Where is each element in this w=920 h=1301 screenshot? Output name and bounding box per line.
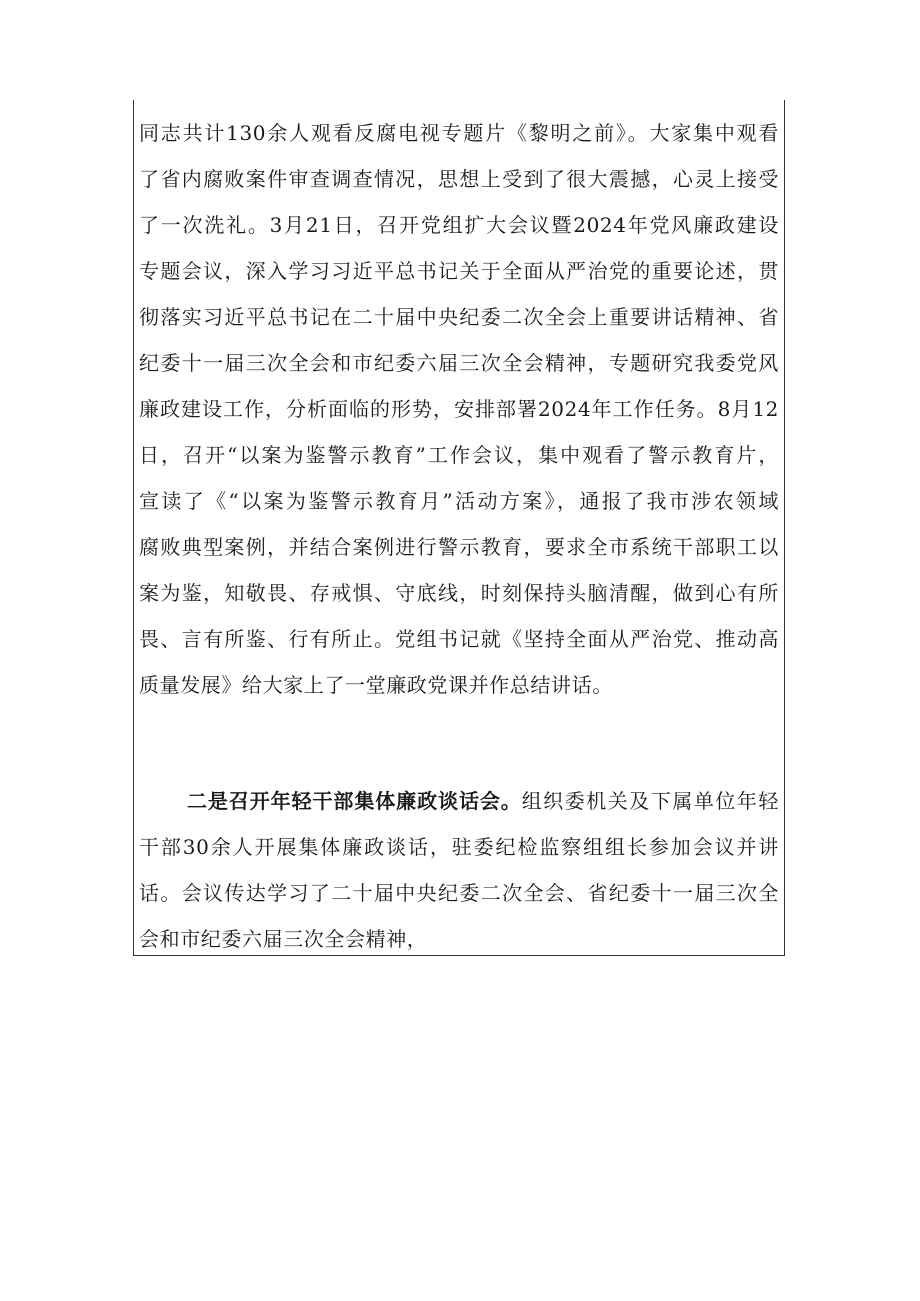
heading-continuation: 组织委机关及下属单位年轻 bbox=[521, 789, 780, 813]
text-line: 彻落实习近平总书记在二十届中央纪委二次全会上重要讲话精神、省 bbox=[139, 305, 779, 329]
text-line: 廉政建设工作，分析面临的形势，安排部署2024年工作任务。8月12 bbox=[139, 397, 779, 421]
text-line-first bbox=[139, 778, 779, 824]
paragraph-young-cadre-talk bbox=[139, 778, 779, 962]
text-line: 同志共计130余人观看反腐电视专题片《黎明之前》。大家集中观看 bbox=[139, 121, 779, 145]
text-line: 干部30余人开展集体廉政谈话，驻委纪检监察组组长参加会议并讲 bbox=[139, 835, 779, 859]
text-line: 畏、言有所鉴、行有所止。党组书记就《坚持全面从严治党、推动高 bbox=[139, 627, 779, 651]
text-line: 质量发展》给大家上了一堂廉政党课并作总结讲话。 bbox=[139, 673, 613, 697]
text-line: 会和市纪委六届三次全会精神， bbox=[139, 927, 428, 951]
text-line: 了省内腐败案件审查调查情况，思想上受到了很大震撼，心灵上接受 bbox=[139, 167, 779, 191]
text-line: 专题会议，深入学习习近平总书记关于全面从严治党的重要论述，贯 bbox=[139, 259, 779, 283]
paragraph-warning-education bbox=[139, 110, 779, 708]
text-line: 话。会议传达学习了二十届中央纪委二次全会、省纪委十一届三次全 bbox=[139, 881, 779, 905]
text-line: 腐败典型案例，并结合案例进行警示教育，要求全市系统干部职工以 bbox=[139, 535, 779, 559]
text-line: 了一次洗礼。3月21日，召开党组扩大会议暨2024年党风廉政建设 bbox=[139, 213, 779, 237]
text-line: 案为鉴，知敬畏、存戒惧、守底线，时刻保持头脑清醒，做到心有所 bbox=[139, 581, 779, 605]
text-line: 日，召开“以案为鉴警示教育”工作会议，集中观看了警示教育片， bbox=[139, 443, 779, 467]
section-heading: 二是召开年轻干部集体廉政谈话会。 bbox=[187, 789, 522, 813]
text-line: 宣读了《“以案为鉴警示教育月”活动方案》，通报了我市涉农领域 bbox=[139, 489, 779, 513]
text-line: 纪委十一届三次全会和市纪委六届三次全会精神，专题研究我委党风 bbox=[139, 351, 779, 375]
